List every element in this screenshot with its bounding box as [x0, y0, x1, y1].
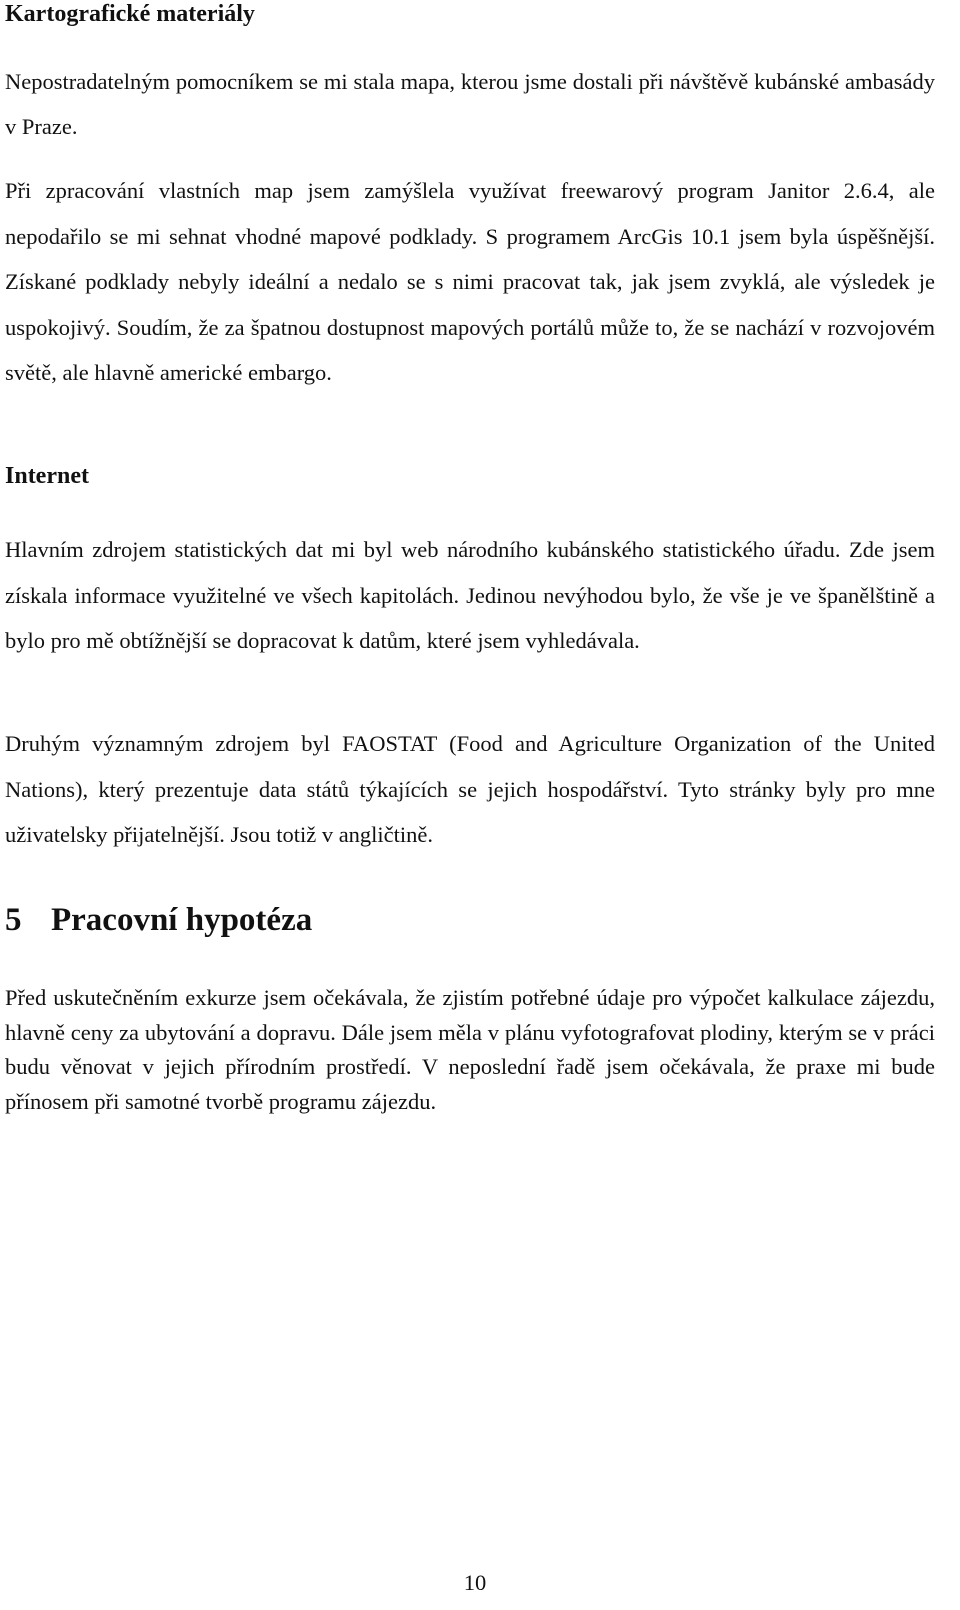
section-heading-internet: Internet: [5, 463, 89, 489]
paragraph-hypothesis: Před uskutečněním exkurze jsem očekávala, že zjistím potřebné údaje pro výpočet kalkulace zájezdu, hlavně ceny za ubytování a dopravu. Dále jsem měla v plánu vyfotografovat plodiny, kterým se v práci budu věnovat v jejich přírodním prostředí. V neposlední řadě jsem očekávala, že praxe mi bude přínosem při samotné tvorbě programu zájezdu.: [5, 985, 935, 1114]
chapter-number: 5: [5, 902, 22, 938]
chapter-title: Pracovní hypotéza: [51, 902, 313, 938]
paragraph-maps-2: Při zpracování vlastních map jsem zamýšlela využívat freewarový program Janitor 2.6.4, ale nepodařilo se mi sehnat vhodné mapové podklady. S programem ArcGis 10.1 jsem byla úspěšnější. Získané podklady nebyly ideální a nedalo se s nimi pracovat tak, jak jsem zvyklá, ale výsledek je uspokojivý. Soudím, že za špatnou dostupnost mapových portálů může to, že se nachází v rozvojovém světě, ale hlavně americké embargo.: [5, 178, 935, 385]
paragraph-internet-1: Hlavním zdrojem statistických dat mi byl web národního kubánského statistického úřadu. Zde jsem získala informace využitelné ve všech kapitolách. Jedinou nevýhodou bylo, že vše je ve španělštině a bylo pro mě obtížnější se dopracovat k datům, které jsem vyhledávala.: [5, 537, 935, 653]
page-number: 10: [463, 1570, 487, 1595]
paragraph-maps-1: Nepostradatelným pomocníkem se mi stala mapa, kterou jsme dostali při návštěvě kubánské ambasády v Praze.: [5, 69, 935, 139]
section-heading-maps: Kartografické materiály: [5, 1, 255, 27]
chapter-heading: [5, 898, 312, 942]
paragraph-internet-2: Druhým významným zdrojem byl FAOSTAT (Food and Agriculture Organization of the United Nations), který prezentuje data států týkajících se jejich hospodářství. Tyto stránky byly pro mne uživatelsky přijatelnější. Jsou totiž v angličtině.: [5, 731, 935, 847]
